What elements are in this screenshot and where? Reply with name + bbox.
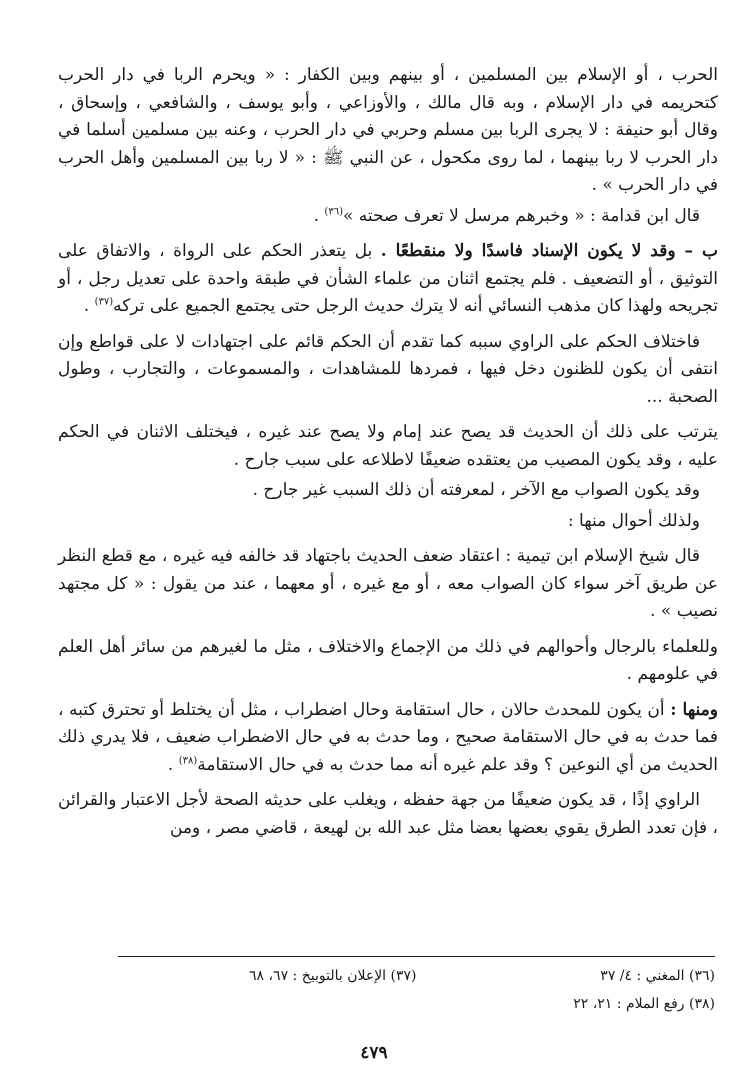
footnote-row [118,962,715,990]
paragraph-ibn-qudama [58,203,718,231]
paragraph-ulama-rijal [58,634,718,689]
paragraph-ahwal [58,508,718,536]
section-heading-b: ب – وقد لا يكون الإسناد فاسدًا ولا منقطعًا . [380,241,718,261]
paragraph-riba-dar-al-harb [58,62,718,200]
footnote-37: (٣٧) الإعلان بالتوبيخ : ٦٧، ٦٨ [249,968,417,984]
paragraph-text: الراوي إذًا ، قد يكون ضعيفًا من جهة حفظه ، ويغلب على حديثه الصحة لأجل الاعتبار والقرائن ، فإن تعدد الطرق يقوي بعضها بعضا مثل عبد الله بن لهيعة ، قاضي مصر ، ومن [58,790,718,838]
paragraph-isnad-section-b [58,238,718,321]
paragraph-minha [58,697,718,780]
paragraph-ibn-taymiyya [58,543,718,626]
paragraph-text: وللعلماء بالرجال وأحوالهم في ذلك من الإجماع والاختلاف ، مثل ما لغيرهم من سائر أهل العلم في علومهم . [58,636,718,684]
paragraph-text: بل يتعذر الحكم على الرواة ، والاتفاق على التوثيق ، أو التضعيف . فلم يجتمع اثنان من علماء الشأن في طبقة واحدة على تعديل رجل ، أو تجريحه ولهذا كان مذهب النسائي أنه لا يترك حديث الرجل حتى يجتمع الجميع على تركه [58,241,718,316]
paragraph-ikhtilaf-hukm [58,329,718,412]
footnote-ref-37: (٣٧) [94,296,114,308]
paragraph-text: أن يكون للمحدث حالان ، حال استقامة وحال اضطراب ، مثل أن يختلط أو تحترق كتبه ، فما حدث به في حال الاستقامة صحيح ، وما حدث به في حال الاضطراب ضعيف ، فلا يدري ذلك الحديث من أي النوعين ؟ وقد علم غيره أنه مما حدث به في حال الاستقامة [58,699,718,775]
page-number: ٤٧٩ [360,1043,388,1063]
paragraph-text: فاختلاف الحكم على الراوي سببه كما تقدم أن الحكم قائم على اجتهادات لا على قواطع وإن انتفى أن يكون للظنون دخل فيها ، فمردها للمشاهدات ، والمسموعات ، والتجارب ، وطول الصحبة ... [58,331,718,407]
footnote-ref-38: (٣٨) [178,754,198,766]
paragraph-text: قال ابن قدامة : « وخبرهم مرسل لا تعرف صحته » [342,205,700,226]
paragraph-rawi-idhan [58,787,718,842]
footnote-divider [118,956,715,957]
paragraph-text: الحرب ، أو الإسلام بين المسلمين ، أو بينهم وبين الكفار : « ويحرم الربا في دار الحرب كتحريمه في دار الإسلام ، وبه قال مالك ، والأوزاعي ، وأبو يوسف ، والشافعي ، وإسحاق ، وقال أبو حنيفة : لا يجرى الربا بين مسلم وحربي في دار الحرب ، وعنه بين مسلمين أسلما في دار الحرب لا ربا بينهما ، لما روى مكحول ، عن النبي ﷺ : « لا ربا بين المسلمين وأهل الحرب في دار الحرب » . [58,65,718,195]
paragraph-yatarattab [58,419,718,474]
footnote-36: (٣٦) المغني : ٤/ ٣٧ [600,968,715,984]
paragraph-end: . [167,754,179,775]
footnote-ref-36: (٣٦) [324,205,343,217]
section-heading-minha: ومنها : [670,699,718,720]
paragraph-end: . [313,205,325,226]
footnote-row [118,990,715,1018]
page-body [58,62,718,842]
footnote-38: (٣٨) رفع الملام : ٢١، ٢٢ [573,996,715,1012]
paragraph-text: ولذلك أحوال منها : [567,510,700,531]
footnotes [118,962,715,1018]
paragraph-sawab-akhar [58,477,718,505]
paragraph-text: قال شيخ الإسلام ابن تيمية : اعتقاد ضعف الحديث باجتهاد قد خالفه فيه غيره ، مع قطع النظر عن طريق آخر سواء كان الصواب معه ، أو مع غيره ، أو معهما ، عند من يقول : « كل مجتهد نصيب » . [58,546,718,621]
paragraph-end: . [83,296,95,316]
paragraph-text: وقد يكون الصواب مع الآخر ، لمعرفته أن ذلك السبب غير جارح . [252,480,700,500]
paragraph-text: يترتب على ذلك أن الحديث قد يصح عند إمام ولا يصح عند غيره ، فيختلف الاثنان في الحكم عليه ، وقد يكون المصيب من يعتقده ضعيفًا لاطلاعه على سبب جارح . [58,422,718,470]
